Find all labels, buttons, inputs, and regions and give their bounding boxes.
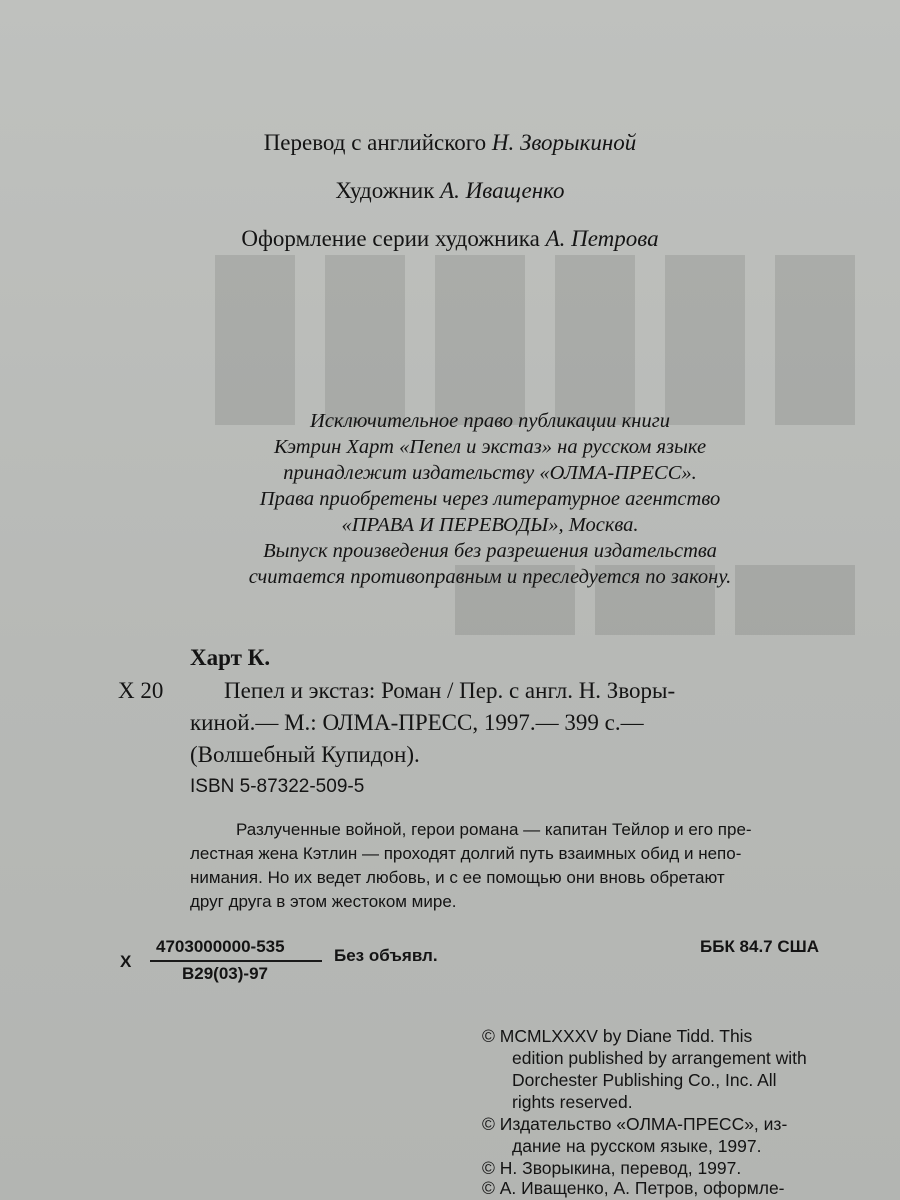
rights-notice-line: Кэтрин Харт «Пепел и экстаз» на русском языке [273, 436, 707, 458]
bbk-code: ББК 84.7 США [700, 937, 819, 956]
catalog-title-line: Пепел и экстаз: Роман / Пер. с англ. Н. Зворы- [224, 678, 676, 703]
copyright-line: © Н. Зворыкина, перевод, 1997. [482, 1158, 742, 1178]
rights-notice-line: Выпуск произведения без разрешения издательства [263, 540, 717, 562]
annotation-line: лестная жена Кэтлин — проходят долгий путь взаимных обид и непо- [190, 844, 742, 863]
catalog-index: Х 20 [118, 678, 164, 703]
rights-notice-line: «ПРАВА И ПЕРЕВОДЫ», Москва. [341, 514, 639, 536]
rights-notice-line: Исключительное право публикации книги [310, 410, 670, 432]
catalog-author: Харт К. [190, 645, 271, 670]
copyright-line: Dorchester Publishing Co., Inc. All [512, 1070, 777, 1090]
copyright-line: © А. Иващенко, А. Петров, оформле- [482, 1178, 785, 1198]
catalog-title-line: киной.— М.: ОЛМА-ПРЕСС, 1997.— 399 с.— [190, 710, 644, 735]
annotation-line: друг друга в этом жестоком мире. [190, 892, 457, 911]
no-advert-note: Без объявл. [334, 946, 438, 965]
series-design-credit: Оформление серии художника А. Петрова [241, 226, 659, 251]
copyright-line: © Издательство «ОЛМА-ПРЕСС», из- [482, 1114, 788, 1134]
annotation-line: Разлученные войной, герои романа — капитан Тейлор и его пре- [236, 820, 752, 839]
translation-credit: Перевод с английского Н. Зворыкиной [263, 130, 637, 155]
catalog-series: (Волшебный Купидон). [190, 742, 420, 767]
artist-credit: Художник А. Иващенко [335, 178, 565, 203]
annotation-line: нимания. Но их ведет любовь, и с ее помощью они вновь обретают [190, 868, 725, 887]
copyright-line: дание на русском языке, 1997. [512, 1136, 762, 1156]
classification-numerator: 4703000000-535 [156, 937, 285, 956]
rights-notice-line: Права приобретены через литературное агентство [259, 488, 721, 510]
series-artist-name: А. Петрова [545, 226, 659, 251]
copyright-line: © MCMLXXXV by Diane Tidd. This [482, 1026, 753, 1046]
classification-denominator: В29(03)-97 [182, 964, 268, 983]
copyright-line: rights reserved. [512, 1092, 633, 1112]
rights-notice-line: считается противоправным и преследуется по закону. [248, 566, 732, 588]
classification-letter: Х [120, 952, 132, 971]
fraction-bar [150, 960, 322, 962]
copyright-line: edition published by arrangement with [512, 1048, 807, 1068]
isbn: ISBN 5-87322-509-5 [190, 776, 365, 797]
rights-notice-line: принадлежит издательству «ОЛМА-ПРЕСС». [283, 462, 697, 484]
translator-name: Н. Зворыкиной [491, 130, 637, 155]
artist-name: А. Иващенко [440, 178, 565, 203]
